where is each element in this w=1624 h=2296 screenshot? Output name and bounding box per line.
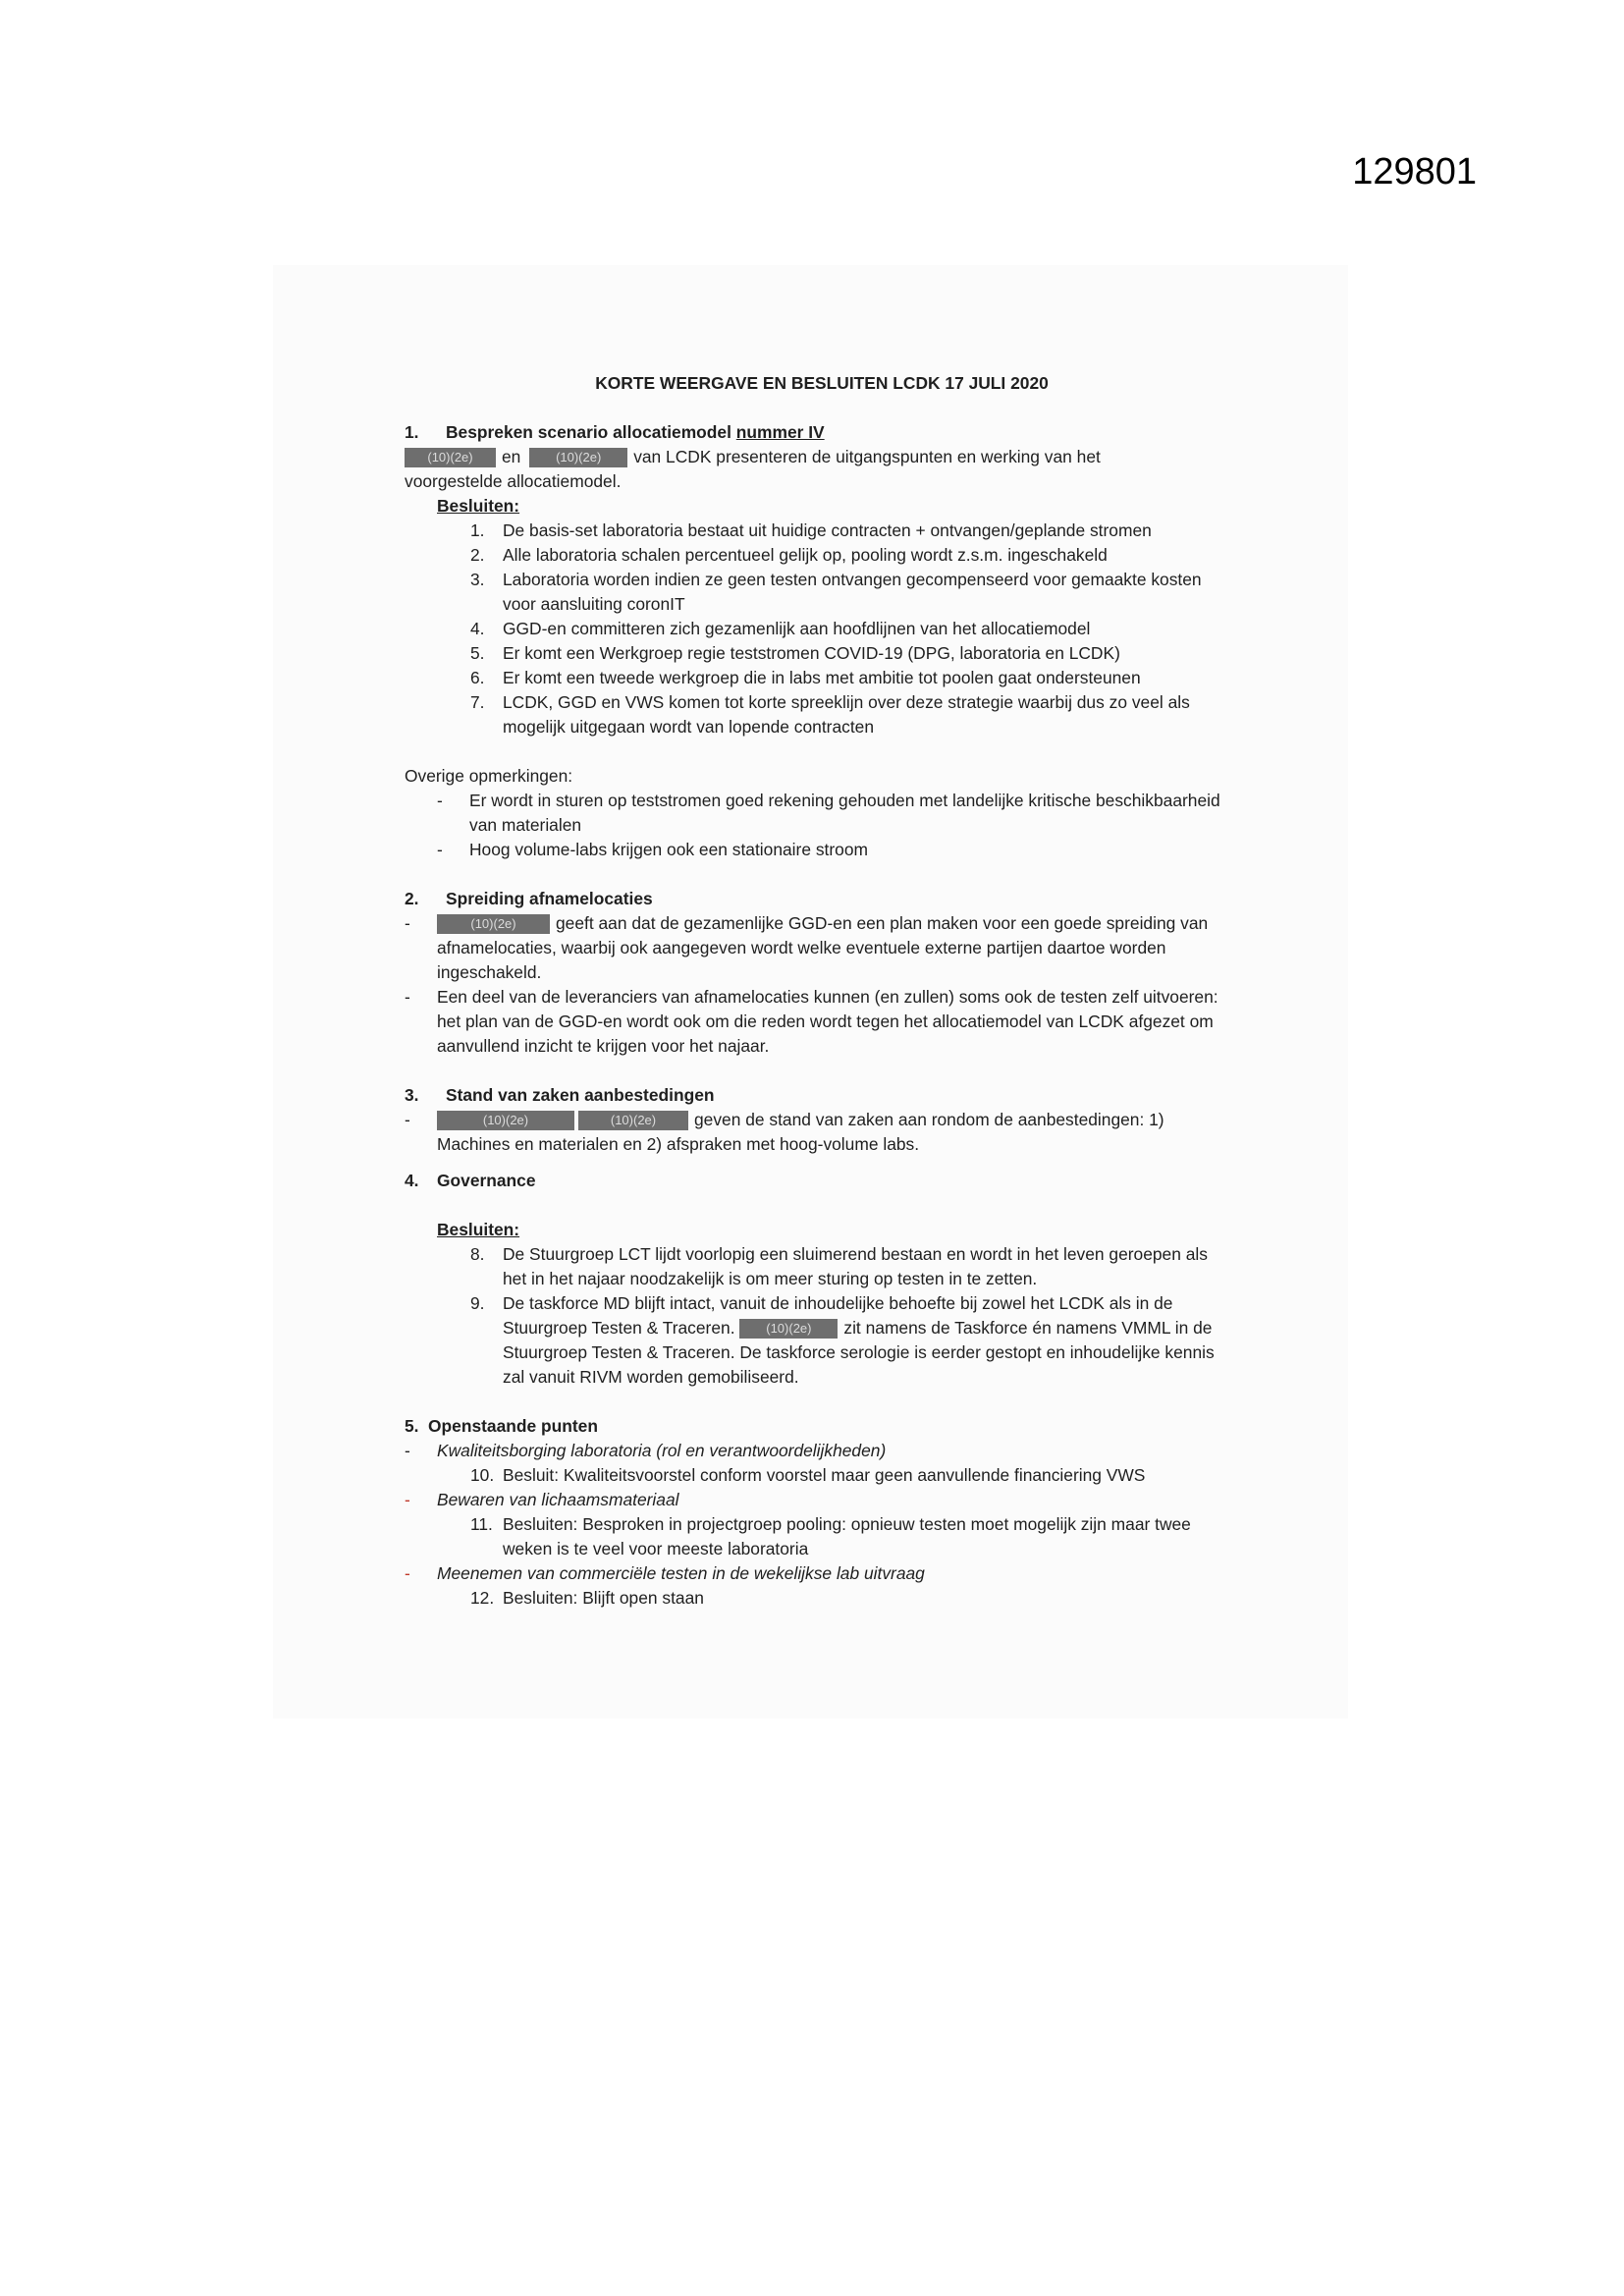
overige-label: Overige opmerkingen:: [405, 766, 573, 786]
section-title: Bespreken scenario allocatiemodel: [446, 422, 736, 442]
section-3-heading: [405, 1083, 1229, 1108]
document-title: KORTE WEERGAVE EN BESLUITEN LCDK 17 JULI 2020: [595, 373, 1049, 393]
redaction-box: (10)(2e): [578, 1111, 688, 1130]
section-number: 2.: [405, 889, 419, 908]
decision-item: 12. Besluiten: Blijft open staan: [470, 1588, 704, 1608]
decision-item: 5. Er komt een Werkgroep regie teststromen COVID-19 (DPG, laboratoria en LCDK): [470, 643, 1120, 663]
section-number: 1.: [405, 422, 419, 442]
open-point-title: - Kwaliteitsborging laboratoria (rol en verantwoordelijkheden): [405, 1441, 887, 1460]
section-number: 3.: [405, 1085, 419, 1105]
decision-list: [405, 1586, 1229, 1611]
decision-list: [405, 1512, 1229, 1561]
redaction-box: (10)(2e): [529, 448, 627, 467]
open-points-list: [405, 1439, 1229, 1611]
item-text: geeft aan dat de gezamenlijke GGD-en een plan maken voor een goede spreiding van afnamelocaties, waarbij ook aangegeven wordt welke eventuele externe partijen daartoe worden ingeschakeld.: [437, 913, 1209, 982]
intro-connector: en: [502, 447, 521, 466]
redaction-box: (10)(2e): [739, 1319, 838, 1339]
section-5-heading: [405, 1414, 1229, 1439]
intro-text: van LCDK presenteren de uitgangspunten en werking van het: [633, 447, 1101, 466]
decision-item: 7. LCDK, GGD en VWS komen tot korte spreeklijn over deze strategie waarbij dus zo veel als mogelijk uitgegaan wordt van lopende contracten: [470, 692, 1190, 737]
list-item: - (10)(2e) geeft aan dat de gezamenlijke GGD-en een plan maken voor een goede spreiding van afnamelocaties, waarbij ook aangegeven wordt welke eventuele externe partijen daartoe worden ingeschakeld.: [405, 913, 1209, 982]
intro-text-line2: voorgestelde allocatiemodel.: [405, 471, 622, 491]
decision-list: [405, 1242, 1229, 1390]
document-id: 129801: [1352, 151, 1477, 192]
redaction-box: (10)(2e): [405, 448, 496, 467]
list-item: - Een deel van de leveranciers van afnamelocaties kunnen (en zullen) soms ook de testen zelf uitvoeren: het plan van de GGD-en wordt ook om die reden wordt tegen het allocatiemodel van LCDK afgezet om aanvullend inzicht te krijgen voor het najaar.: [405, 985, 1229, 1059]
section-2-heading: [405, 887, 1229, 911]
section-4-heading: [405, 1169, 1229, 1193]
redaction-box: (10)(2e): [437, 914, 550, 934]
section-number: 5.: [405, 1416, 419, 1436]
decision-item: 6. Er komt een tweede werkgroep die in labs met ambitie tot poolen gaat ondersteunen: [470, 668, 1141, 687]
item-text: Een deel van de leveranciers van afnamelocaties kunnen (en zullen) soms ook de testen zelf uitvoeren: het plan van de GGD-en wordt ook om die reden wordt tegen het allocatiemodel van LCDK afgezet om aanvullend inzicht te krijgen voor het najaar.: [437, 987, 1218, 1056]
decision-item: 1. De basis-set laboratoria bestaat uit huidige contracten + ontvangen/geplande stromen: [470, 520, 1152, 540]
decision-item: 4. GGD-en committeren zich gezamenlijk aan hoofdlijnen van het allocatiemodel: [470, 619, 1091, 638]
decision-list: [405, 519, 1229, 739]
decision-item: 9. De taskforce MD blijft intact, vanuit de inhoudelijke behoefte bij zowel het LCDK als in de Stuurgroep Testen & Traceren. (10)(2e) zit namens de Taskforce én namens VMML in de Stuurgroep Testen & Traceren. De taskforce serologie is eerder gestopt en inhoudelijke kennis zal vanuit RIVM worden gemobiliseerd.: [470, 1293, 1215, 1387]
decision-item: 11. Besluiten: Besproken in projectgroep pooling: opnieuw testen moet mogelijk zijn maar twee weken is te veel voor meeste laboratoria: [470, 1514, 1191, 1558]
decision-item: 2. Alle laboratoria schalen percentueel gelijk op, pooling wordt z.s.m. ingeschakeld: [470, 545, 1108, 565]
section-title: Spreiding afnamelocaties: [446, 889, 653, 908]
open-point-title: - Bewaren van lichaamsmateriaal: [405, 1490, 679, 1509]
section-title: Openstaande punten: [428, 1416, 598, 1436]
item-text: geven de stand van zaken aan rondom de aanbestedingen: 1) Machines en materialen en 2) afspraken met hoog-volume labs.: [437, 1110, 1164, 1154]
decision-item: 3. Laboratoria worden indien ze geen testen ontvangen gecompenseerd voor gemaakte kosten voor aansluiting coronIT: [470, 570, 1202, 614]
document-body: [405, 371, 1229, 1611]
overige-list: [405, 789, 1229, 862]
section-title: Stand van zaken aanbestedingen: [446, 1085, 715, 1105]
section-title: Governance: [437, 1171, 536, 1190]
section-1-intro: [405, 445, 1229, 469]
list-item: - Hoog volume-labs krijgen ook een stationaire stroom: [437, 840, 868, 859]
decision-item: 8. De Stuurgroep LCT lijdt voorlopig een sluimerend bestaan en wordt in het leven geroepen als het in het najaar noodzakelijk is om meer sturing op testen in te zetten.: [470, 1244, 1208, 1288]
section-number: 4.: [405, 1171, 419, 1190]
list-item: - (10)(2e) (10)(2e) geven de stand van zaken aan rondom de aanbestedingen: 1) Machines en materialen en 2) afspraken met hoog-volume labs.: [405, 1110, 1164, 1154]
redaction-box: (10)(2e): [437, 1111, 574, 1130]
decision-list: [405, 1463, 1229, 1488]
open-point-title: - Meenemen van commerciële testen in de wekelijkse lab uitvraag: [405, 1563, 925, 1583]
besluiten-label: Besluiten:: [437, 1220, 520, 1239]
section-title-underlined: nummer IV: [735, 422, 825, 442]
section-1-heading: [405, 420, 1229, 445]
decision-item: 10. Besluit: Kwaliteitsvoorstel conform voorstel maar geen aanvullende financiering VWS: [470, 1465, 1146, 1485]
besluiten-label: Besluiten:: [437, 496, 520, 516]
list-item: - Er wordt in sturen op teststromen goed rekening gehouden met landelijke kritische beschikbaarheid van materialen: [437, 791, 1220, 835]
